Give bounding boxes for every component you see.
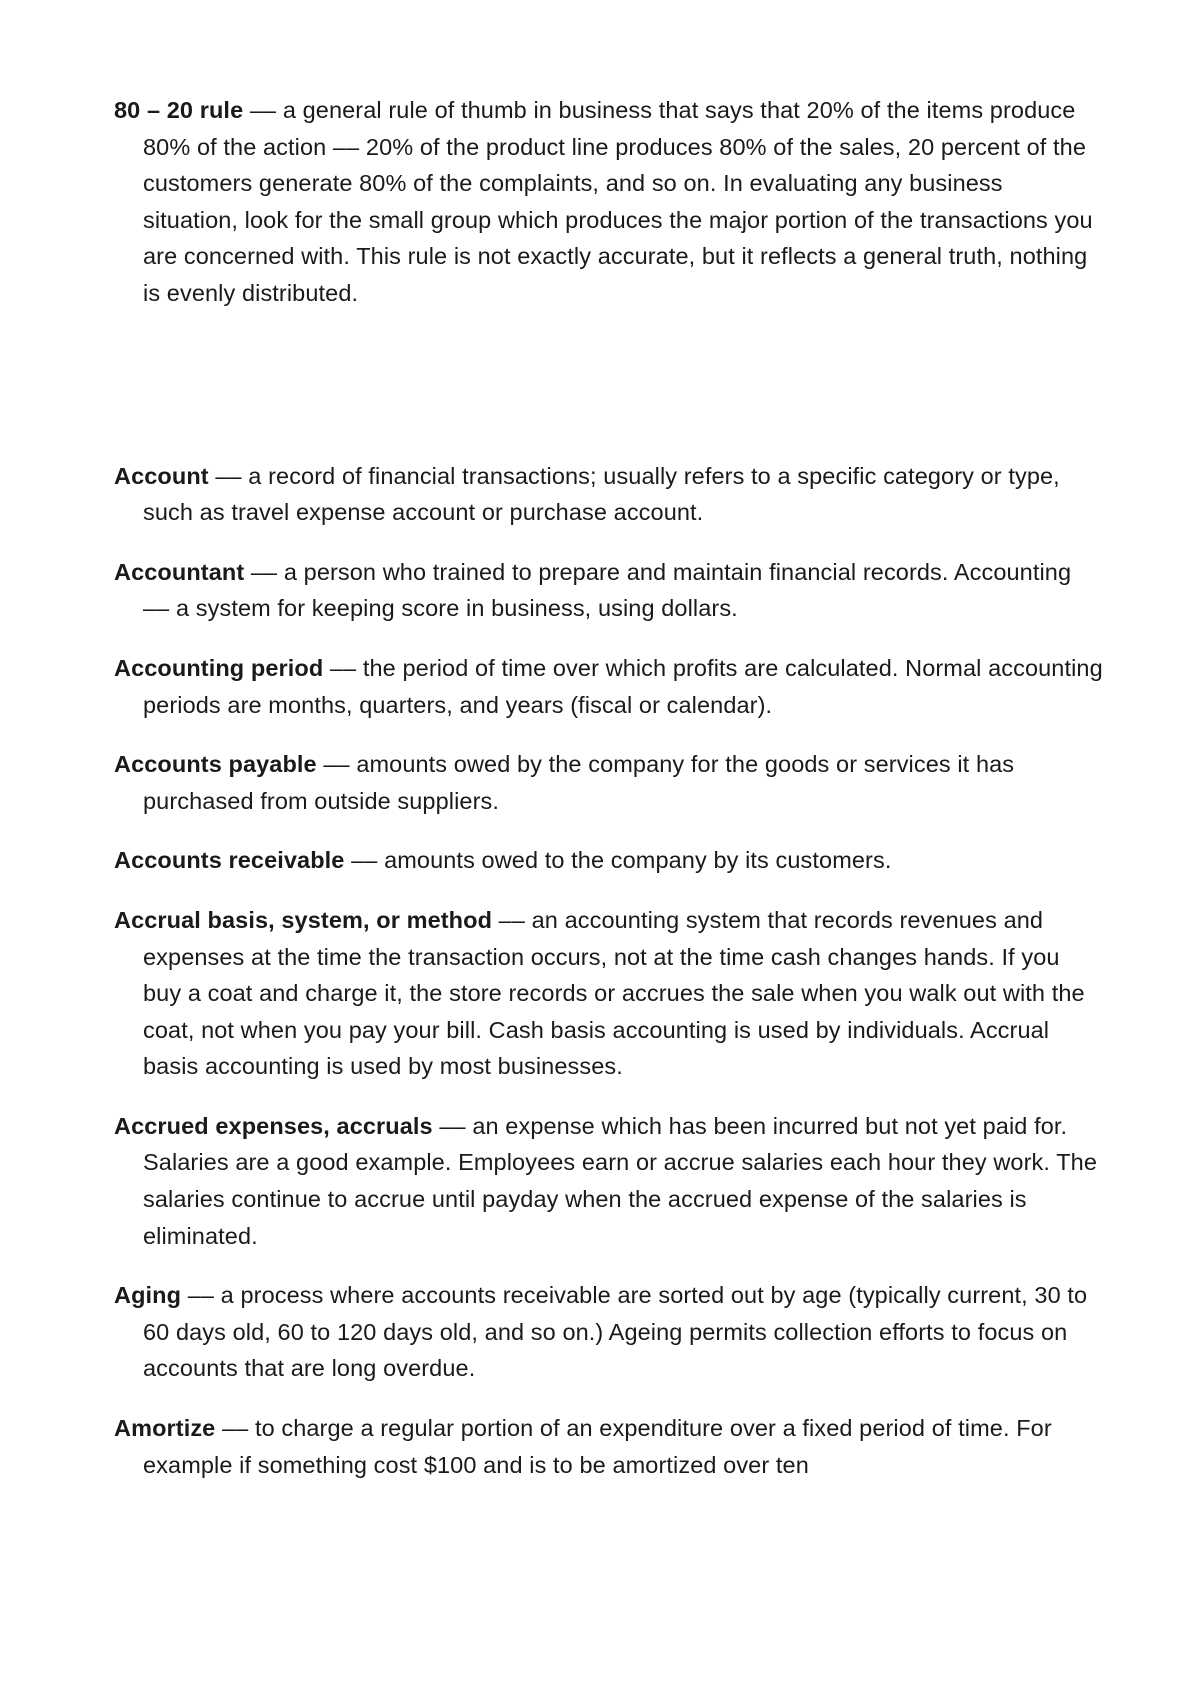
glossary-definition: –– a process where accounts receivable are sorted out by age (typically current, 30 to 60 days old, 60 to 120 days old, and so on.) Ageing permits collection efforts to focus on accounts that are long overdue.	[143, 1282, 1088, 1382]
glossary-entry-accrued-expenses	[114, 1108, 1104, 1254]
glossary-entry-accounts-payable	[114, 746, 1104, 819]
glossary-definition: –– a person who trained to prepare and maintain financial records. Accounting –– a system for keeping score in business, using dollars.	[143, 558, 1072, 622]
glossary-term: Accounting period	[114, 654, 324, 681]
glossary-entry-accounting-period	[114, 650, 1104, 723]
glossary-entry-amortize	[114, 1410, 1104, 1483]
glossary-term: 80 – 20 rule	[114, 97, 244, 123]
glossary-definition: –– to charge a regular portion of an expenditure over a fixed period of time. For example if something cost $100 and is to be amortized over ten	[143, 1415, 1052, 1478]
glossary-entry-account	[114, 458, 1104, 531]
glossary-term: Accounts payable	[114, 751, 317, 778]
glossary-definition: –– a record of financial transactions; usually refers to a specific category or type, such as travel expense account or purchase account.	[143, 462, 1060, 526]
glossary-term: Accountant	[114, 558, 245, 585]
glossary-definition: –– the period of time over which profits are calculated. Normal accounting periods are months, quarters, and years (fiscal or calendar).	[143, 654, 1103, 718]
glossary-entry-accrual-basis	[114, 902, 1104, 1085]
glossary-definition: –– an accounting system that records revenues and expenses at the time the transaction occurs, not at the time cash changes hands. If you buy a coat and charge it, the store records or accrues the sale when you walk out with the coat, not when you pay your bill. Cash basis accounting is used by individuals. Accrual basis accounting is used by most businesses.	[143, 906, 1085, 1080]
glossary-entry-accountant	[114, 554, 1104, 627]
glossary-term: Amortize	[114, 1415, 216, 1442]
glossary-term: Account	[114, 462, 209, 489]
glossary-term: Accounts receivable	[114, 847, 345, 874]
glossary-term: Accrued expenses, accruals	[114, 1112, 433, 1139]
glossary-definition: –– amounts owed to the company by its customers.	[344, 847, 892, 874]
glossary-page	[114, 92, 1104, 1483]
glossary-definition: –– amounts owed by the company for the goods or services it has purchased from outside suppliers.	[143, 751, 1015, 814]
glossary-term: Accrual basis, system, or method	[114, 906, 493, 933]
glossary-definition: –– a general rule of thumb in business that says that 20% of the items produce 80% of the action –– 20% of the product line produces 80% of the sales, 20 percent of the customers generate 80% of the complaints, and so on. In evaluating any business situation, look for the small group which produces the major portion of the transactions you are concerned with. This rule is not exactly accurate, but it reflects a general truth, nothing is evenly distributed.	[143, 97, 1093, 306]
glossary-entry-accounts-receivable	[114, 842, 1104, 879]
glossary-entry-aging	[114, 1277, 1104, 1387]
glossary-definition: –– an expense which has been incurred but not yet paid for. Salaries are a good example. Employees earn or accrue salaries each hour they work. The salaries continue to accrue until payday when the accrued expense of the salaries is eliminated.	[143, 1112, 1097, 1249]
glossary-entry-80-20-rule	[114, 92, 1104, 312]
glossary-term: Aging	[114, 1282, 182, 1309]
